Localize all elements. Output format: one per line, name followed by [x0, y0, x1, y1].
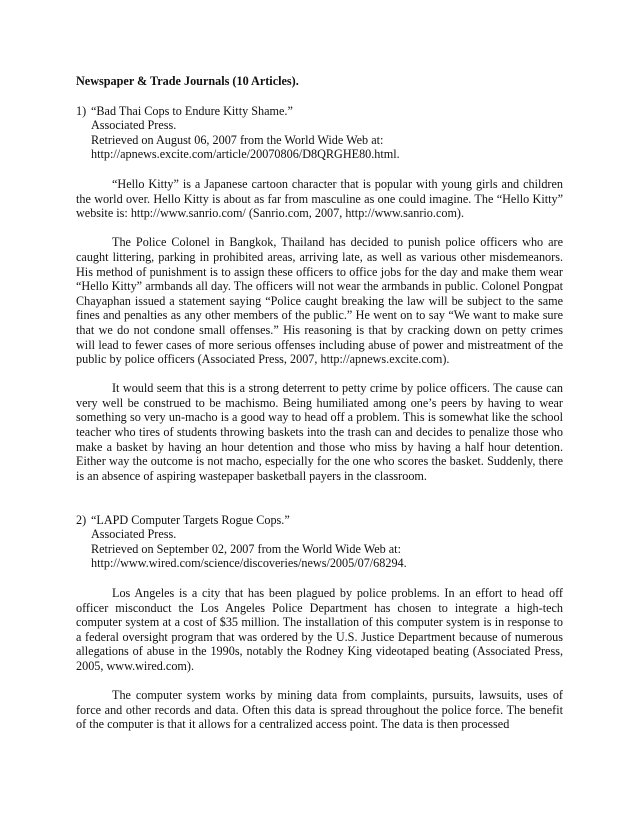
article-1-title-line	[76, 104, 563, 119]
article-1-paragraph-1: “Hello Kitty” is a Japanese cartoon character that is popular with young girls and children the world over. Hello Kitty is about as far from masculine as one could imagine. The “Hello Kitty” website is: http://www.sanrio.com/ (Sanrio.com, 2007, http://www.sanrio.com).	[76, 176, 563, 221]
article-2-title-line	[76, 513, 563, 528]
document-heading: Newspaper & Trade Journals (10 Articles).	[76, 74, 299, 88]
article-1-title: “Bad Thai Cops to Endure Kitty Shame.”	[91, 103, 293, 118]
section-gap	[76, 498, 563, 513]
article-2-citation	[76, 513, 563, 571]
article-1-retrieved: Retrieved on August 06, 2007 from the World Wide Web at:	[91, 132, 384, 147]
article-2-paragraph-1: Los Angeles is a city that has been plagued by police problems. In an effort to head off officer misconduct the Los Angeles Police Department has chosen to integrate a high-tech computer system at a cost of $35 million. The installation of this computer system is in response to a federal oversight program that was ordered by the U.S. Justice Department because of numerous allegations of abuse in the 1990s, notably the Rodney King videotaped beating (Associated Press, 2005, www.wired.com).	[76, 586, 563, 673]
article-1-paragraph-2: The Police Colonel in Bangkok, Thailand has decided to punish police officers who are caught littering, parking in prohibited areas, arriving late, as well as various other misdemeanors. His method of punishment is to assign these officers to office jobs for the day and make them wear “Hello Kitty” armbands all day. The officers will not wear the armbands in public. Colonel Pongpat Chayaphan issued a statement saying “Police caught breaking the law will be subject to the same fines and penalties as any other members of the public.” He went on to say “We want to make sure that we do not condone small offenses.” His reasoning is that by cracking down on petty crimes will lead to fewer cases of more serious offenses including abuse of power and mistreatment of the public by police officers (Associated Press, 2007, http://apnews.excite.com).	[76, 235, 563, 367]
article-1-citation	[76, 104, 563, 162]
article-2-number: 2)	[76, 512, 87, 527]
article-1-paragraph-3: It would seem that this is a strong deterrent to petty crime by police officers. The cause can very well be construed to be machismo. Being humiliated among one’s peers by having to wear something so very un-macho is a good way to head off a problem. This is somewhat like the school teacher who tires of students throwing baskets into the trash can and decides to penalize those who make a basket by having an hour detention and those who miss by having a half hour detention. Either way the outcome is not macho, especially for the one who scores the basket. Suddenly, there is an absence of aspiring wastepaper basketball payers in the classroom.	[76, 381, 563, 483]
document-body	[76, 74, 563, 747]
article-1-url: http://apnews.excite.com/article/20070806/D8QRGHE80.html.	[91, 147, 400, 162]
article-1-number: 1)	[76, 103, 87, 118]
article-2-url: http://www.wired.com/science/discoveries/news/2005/07/68294.	[91, 556, 407, 571]
article-2-paragraph-2: The computer system works by mining data from complaints, pursuits, lawsuits, uses of force and other records and data. Often this data is spread throughout the police force. The benefit of the computer is that it allows for a centralized access point. The data is then processed	[76, 688, 563, 732]
article-2-retrieved: Retrieved on September 02, 2007 from the World Wide Web at:	[91, 541, 401, 556]
article-1-source: Associated Press.	[91, 118, 177, 133]
article-2-title: “LAPD Computer Targets Rogue Cops.”	[91, 512, 290, 527]
article-2-source: Associated Press.	[91, 527, 177, 542]
